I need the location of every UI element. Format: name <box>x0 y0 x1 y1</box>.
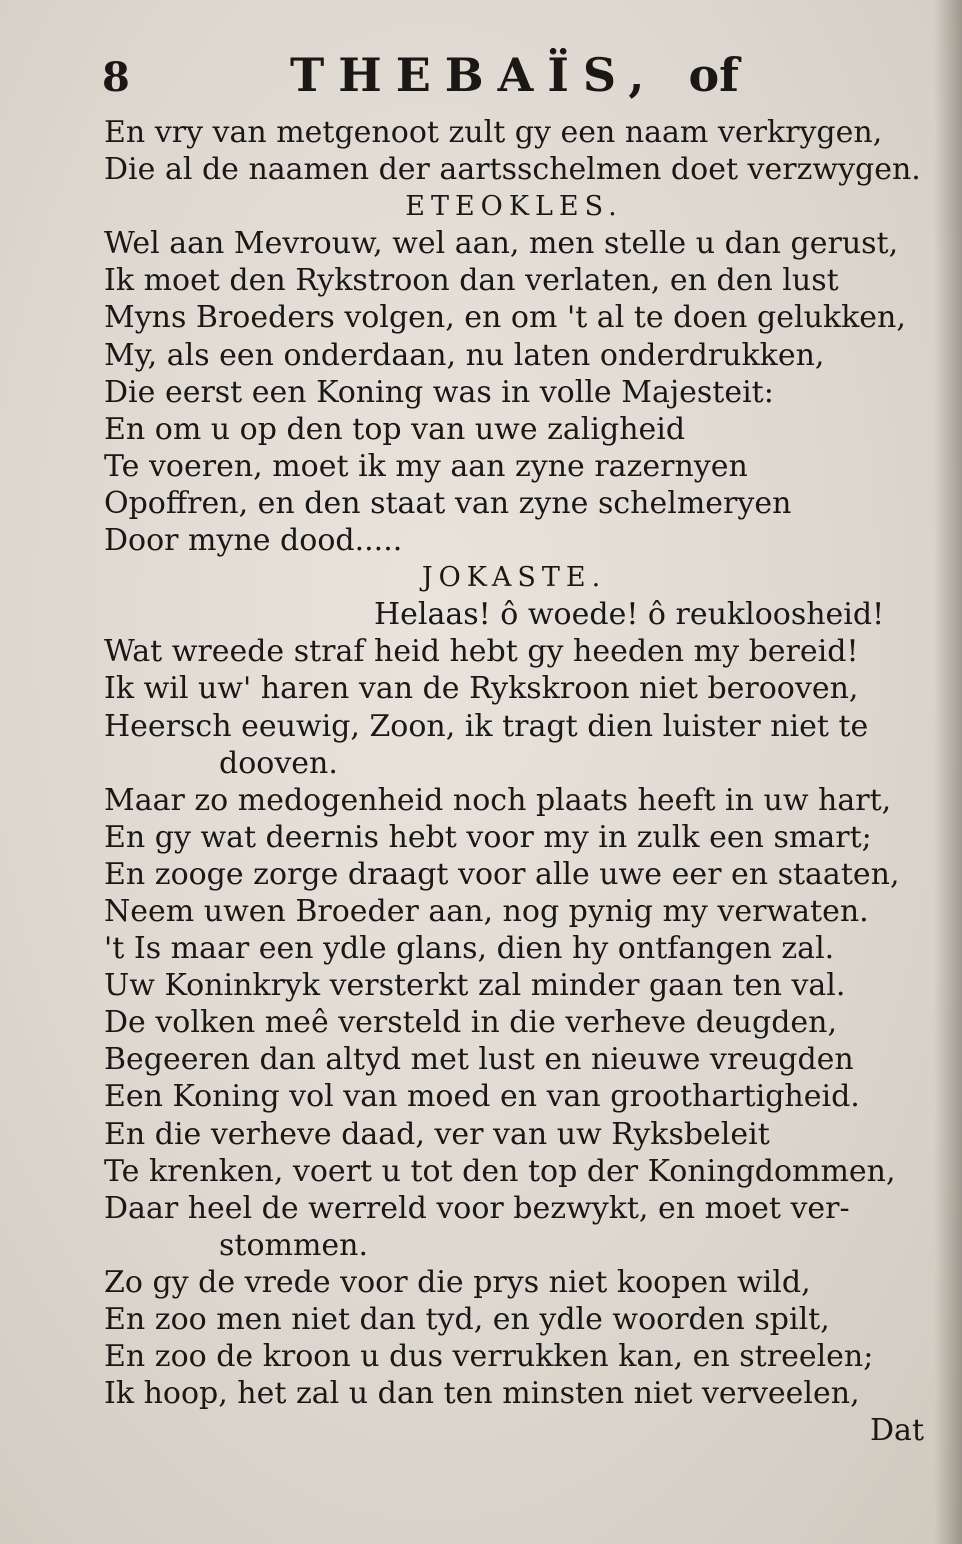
page-number: 8 <box>102 54 130 101</box>
verse-line: En gy wat deernis hebt voor my in zulk een smart; <box>104 819 872 855</box>
verse-line-turnover: dooven. <box>219 745 338 781</box>
verse-line: De volken meê versteld in die verheve deugden, <box>104 1005 838 1041</box>
verse-line-continuation: Helaas! ô woede! ô reukloosheid! <box>374 597 885 633</box>
verse-line: Die al de naamen der aartsschelmen doet verzwygen. <box>104 152 921 188</box>
verse-line: Daar heel de werreld voor bezwykt, en moet ver- <box>104 1190 850 1226</box>
verse-line: Heersch eeuwig, Zoon, ik tragt dien luister niet te <box>104 708 869 744</box>
verse-line: Neem uwen Broeder aan, nog pynig my verwaten. <box>104 893 869 929</box>
speaker-name: JOKASTE. <box>421 562 607 594</box>
verse-line: En die verheve daad, ver van uw Ryksbeleit <box>104 1116 770 1152</box>
verse-line: Myns Broeders volgen, en om 't al te doen gelukken, <box>104 300 906 336</box>
verse-line: Te krenken, voert u tot den top der Koningdommen, <box>104 1153 896 1189</box>
verse-line: Te voeren, moet ik my aan zyne razernyen <box>104 448 748 484</box>
verse-line: Die eerst een Koning was in volle Majesteit: <box>104 374 774 410</box>
verse-line: Wel aan Mevrouw, wel aan, men stelle u dan gerust, <box>104 226 899 262</box>
page-header <box>100 40 930 110</box>
verse-line: Opoffren, en den staat van zyne schelmeryen <box>104 485 792 521</box>
verse-line: 't Is maar een ydle glans, dien hy ontfangen zal. <box>104 931 835 967</box>
verse-line: Ik moet den Rykstroon dan verlaten, en den lust <box>104 263 839 299</box>
verse-line: Begeeren dan altyd met lust en nieuwe vreugden <box>104 1042 854 1078</box>
verse-line: Door myne dood..... <box>104 523 403 559</box>
verse-line: My, als een onderdaan, nu laten onderdrukken, <box>104 337 825 373</box>
running-title <box>290 48 739 102</box>
verse-line: Wat wreede straf heid hebt gy heeden my bereid! <box>104 634 859 670</box>
verse-line-turnover: stommen. <box>219 1227 369 1263</box>
running-title-main: THEBAÏS, <box>290 48 659 102</box>
verse-line: Zo gy de vrede voor die prys niet koopen wild, <box>104 1264 811 1300</box>
verse-line: Uw Koninkryk versterkt zal minder gaan ten val. <box>104 968 846 1004</box>
verse-line: En zooge zorge draagt voor alle uwe eer en staaten, <box>104 856 900 892</box>
verse-line: En zoo de kroon u dus verrukken kan, en streelen; <box>104 1339 874 1375</box>
verse-line: Ik wil uw' haren van de Rykskroon niet berooven, <box>104 671 859 707</box>
speaker-name: ETEOKLES. <box>405 191 623 223</box>
verse-line: Ik hoop, het zal u dan ten minsten niet verveelen, <box>104 1376 860 1412</box>
verse-text <box>104 114 924 1449</box>
gutter-shadow <box>934 0 962 1544</box>
verse-line: Een Koning vol van moed en van groothartigheid. <box>104 1079 860 1115</box>
verse-line: En om u op den top van uwe zaligheid <box>104 411 686 447</box>
running-title-suffix: of <box>688 48 739 102</box>
catchword: Dat <box>870 1413 924 1449</box>
verse-line: En vry van metgenoot zult gy een naam verkrygen, <box>104 115 883 150</box>
verse-line: Maar zo medogenheid noch plaats heeft in uw hart, <box>104 782 892 818</box>
verse-line: En zoo men niet dan tyd, en ydle woorden spilt, <box>104 1302 830 1337</box>
